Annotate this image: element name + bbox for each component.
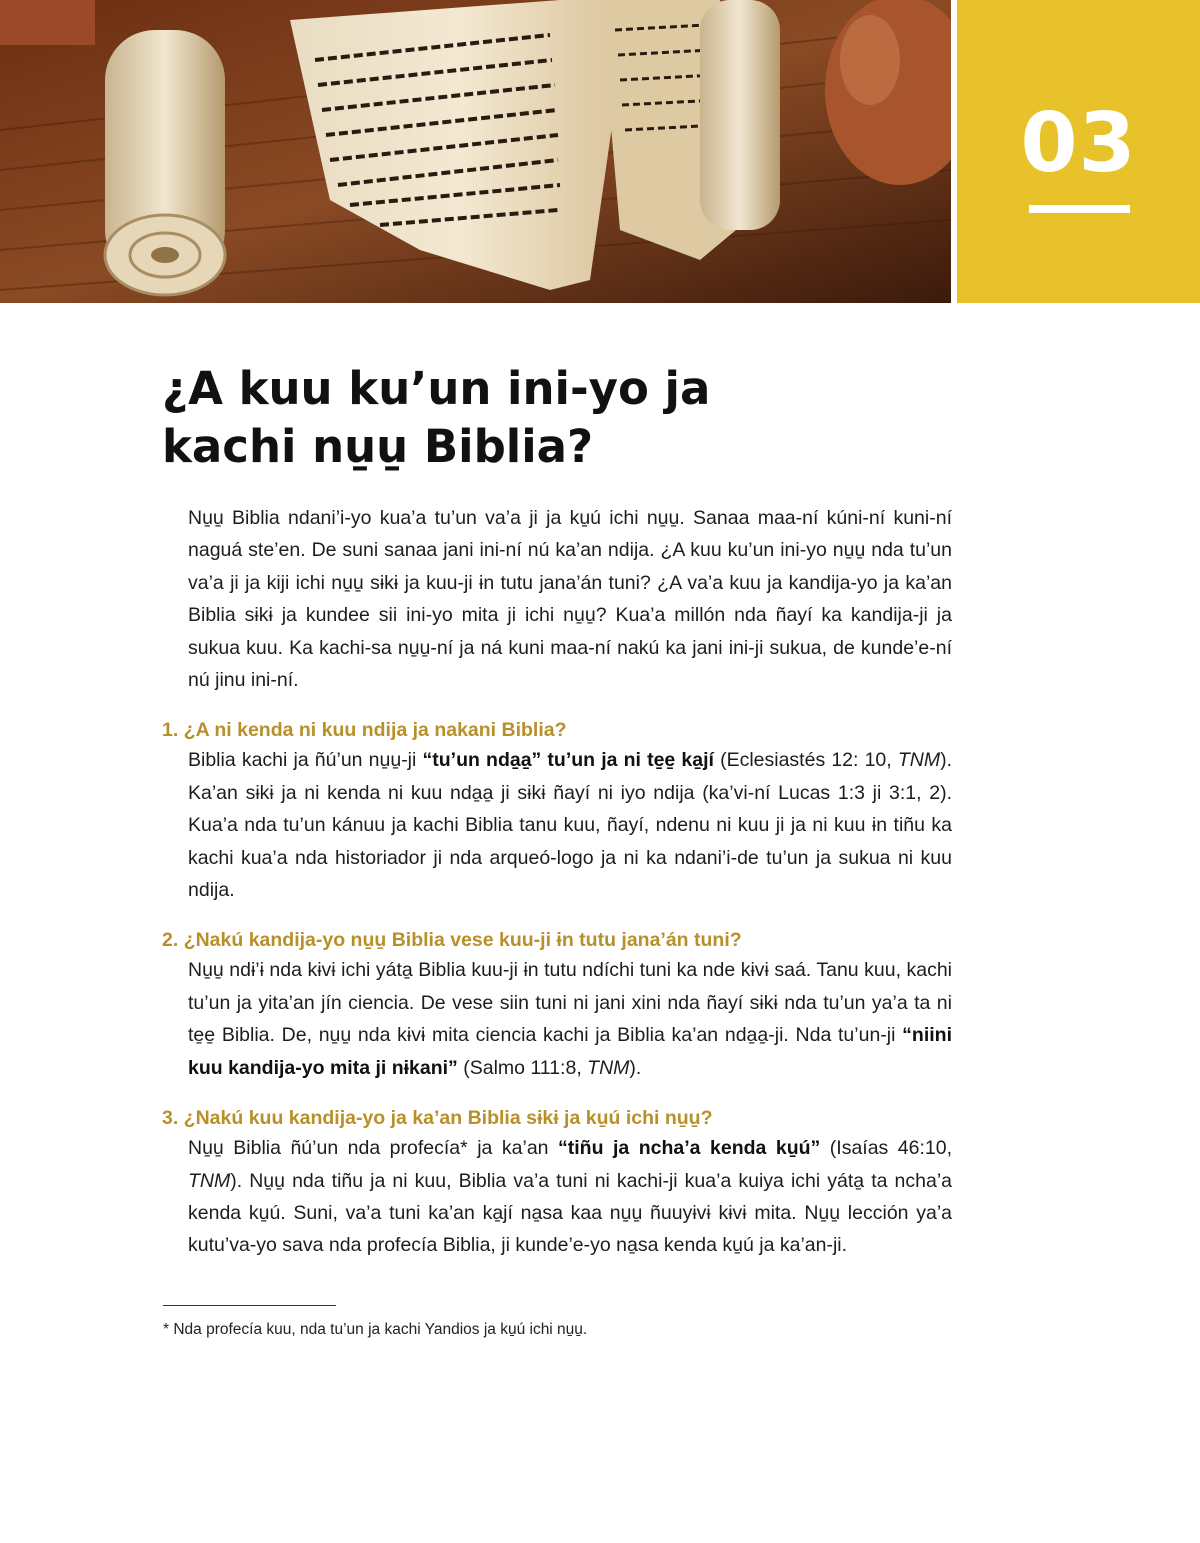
answer-2-quote: “niini kuu kandija-yo mita ji nɨkani” <box>188 1024 952 1079</box>
answer-1-text: Biblia kachi ja ñú’un nu̱u̱-ji <box>188 749 423 772</box>
footnote: * Nda profecía kuu, nda tu’un ja kachi Yandios ja ku̱ú ichi nu̱u̱. <box>163 1321 588 1338</box>
answer-2-reference: (Salmo 111:8, <box>457 1056 588 1079</box>
footnote-divider <box>163 1305 336 1306</box>
page-title <box>162 360 922 476</box>
answer-3-quote: “tiñu ja ncha’a kenda ku̱ú” <box>558 1137 821 1160</box>
answer-paragraph-3 <box>188 1132 952 1262</box>
answer-paragraph-2 <box>188 954 952 1084</box>
question-heading-2: 2. ¿Nakú kandija-yo nu̱u̱ Biblia vese kuu-ji ɨn tutu jana’án tuni? <box>162 929 742 952</box>
intro-paragraph: Nu̱u̱ Biblia ndani’i-yo kua’a tu’un va’a ji ja ku̱ú ichi nu̱u̱. Sanaa maa-ní kúni-ní kuni-ní naguá ste’en. De suni sanaa jani ini-ní nú ka’an ndija. ¿A kuu ku’un ini-yo nu̱u̱ nda tu’un va’a ji ja kiji ichi nu̱u̱ sɨkɨ ja kuu-ji ɨn tutu jana’án tuni? ¿A va’a kuu ja kandija-yo ja ka’an Biblia sɨkɨ ja kundee sii ini-yo mita ji ichi nu̱u̱? Kua’a millón nda ñayí ka kandija-ji ja sukua kuu. Ka kachi-sa nu̱u̱-ní ja ná kuni maa-ní nakú ka jani ini-ji sukua, de kunde’e-ní nú jinu ini-ní. <box>188 507 952 692</box>
answer-2-bible-abbrev: TNM <box>587 1056 630 1079</box>
answer-1-reference: (Eclesiastés 12: 10, <box>713 749 898 772</box>
answer-2-text-end: ). <box>629 1056 642 1079</box>
chapter-underline <box>1029 205 1130 213</box>
answer-1-bible-abbrev: TNM <box>897 749 941 772</box>
answer-3-reference: (Isaías 46:10, <box>820 1137 953 1160</box>
scrolls-illustration <box>0 0 951 303</box>
chapter-number: 03 <box>1020 96 1137 191</box>
answer-3-bible-abbrev: TNM <box>188 1169 231 1192</box>
main-content <box>162 502 953 1262</box>
chapter-number-box <box>957 0 1200 303</box>
answer-2-text: Nu̱u̱ ndɨ’ɨ nda kɨvɨ ichi yáta̱ Biblia kuu-ji ɨn tutu ndíchi tuni ka nde kɨvɨ saá. Tanu kuu, kachi tu’un ja yita’an jín ciencia. De vese siin tuni ni jani xini nda ñayí sɨkɨ nda tu’un ya’a ta ni te̱e̱ Biblia. De, nu̱u̱ nda kɨvɨ mita ciencia kachi ja Biblia ka’an nda̱a̱-ji. Nda tu’un-ji <box>188 959 952 1047</box>
answer-paragraph-1 <box>188 744 952 906</box>
question-heading-3: 3. ¿Nakú kuu kandija-yo ja ka’an Biblia sɨkɨ ja ku̱ú ichi nu̱u̱? <box>162 1107 713 1130</box>
page-title-line2: kachi nu̱u̱ Biblia? <box>162 420 594 473</box>
question-heading-1: 1. ¿A ni kenda ni kuu ndija ja nakani Biblia? <box>162 719 567 742</box>
answer-1-quote: “tu’un nda̱a̱” tu’un ja ni te̱e̱ ka̱jí <box>422 749 714 772</box>
page-title-line1: ¿A kuu ku’un ini-yo ja <box>162 362 711 415</box>
answer-3-text: Nu̱u̱ Biblia ñú’un nda profecía* ja ka’an <box>188 1137 559 1160</box>
answer-3-text-end: ). Nu̱u̱ nda tiñu ja ni kuu, Biblia va’a tuni ni kachi-ji kua’a kuiya ichi yáta̱ ta ncha’a kenda ku̱ú. Suni, va’a tuni ka’an ka̱jí na̱sa kaa nu̱u̱ ñuuyɨvɨ kɨvɨ mita. Nu̱u̱ lección ya’a kutu’va-yo sava nda profecía Biblia, ji kunde’e-yo na̱sa kenda ku̱ú ja ka’an-ji. <box>188 1169 952 1257</box>
hero-image-scrolls <box>0 0 951 303</box>
answer-1-text-end: ). Ka’an sɨkɨ ja ni kenda ni kuu nda̱a̱ ji sɨkɨ ñayí ni iyo ndija (ka’vi-ní Lucas 1:3 ji 3:1, 2). Kua’a nda tu’un kánuu ja kachi Biblia tanu kuu, ñayí, ndenu ni kuu ji ja ni kuu ɨn tiñu ka kachi kua’a nda historiador ji nda arqueó-logo ja ni ka ndani’i-de tu’un ja sukua ni kuu ndija. <box>188 749 952 902</box>
